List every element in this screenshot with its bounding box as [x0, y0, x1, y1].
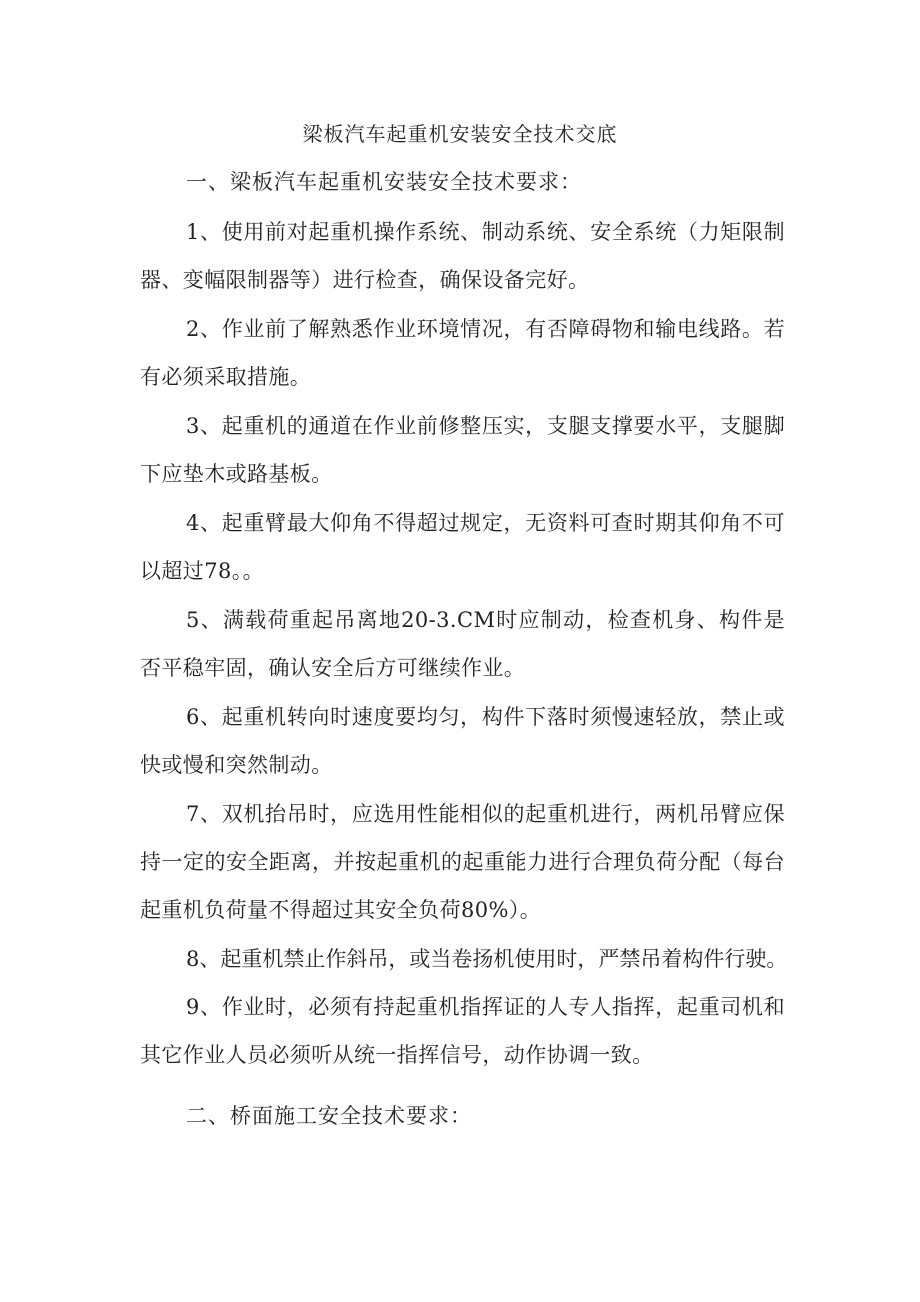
section-heading-2: 二、桥面施工安全技术要求： — [186, 1104, 472, 1128]
document-title: 梁板汽车起重机安装安全技术交底 — [302, 122, 618, 146]
requirement-item-8: 8、起重机禁止作斜吊，或当卷扬机使用时，严禁吊着构件行驶。 — [186, 947, 788, 971]
requirement-item-9: 9、作业时，必须有持起重机指挥证的人专人指挥，起重司机和其它作业人员必须听从统一指挥信号，动作协调一致。 — [140, 995, 785, 1067]
requirement-item-4: 4、起重臂最大仰角不得超过规定，无资料可查时期其仰角不可以超过78。。 — [140, 511, 785, 583]
requirement-item-6: 6、起重机转向时速度要均匀，构件下落时须慢速轻放，禁止或快或慢和突然制动。 — [140, 705, 785, 777]
section-heading-1: 一、梁板汽车起重机安装安全技术要求： — [186, 170, 582, 194]
requirement-item-7: 7、双机抬吊时，应选用性能相似的起重机进行，两机吊臂应保持一定的安全距离，并按起重机的起重能力进行合理负荷分配（每台起重机负荷量不得超过其安全负荷80%）。 — [140, 802, 785, 922]
requirement-item-2: 2、作业前了解熟悉作业环境情况，有否障碍物和输电线路。若有必须采取措施。 — [140, 317, 785, 389]
requirement-item-1: 1、使用前对起重机操作系统、制动系统、安全系统（力矩限制器、变幅限制器等）进行检查，确保设备完好。 — [140, 220, 785, 292]
requirement-item-5: 5、满载荷重起吊离地20-3.CM时应制动，检查机身、构件是否平稳牢固，确认安全后方可继续作业。 — [140, 608, 785, 680]
requirement-item-3: 3、起重机的通道在作业前修整压实，支腿支撑要水平，支腿脚下应垫木或路基板。 — [140, 414, 785, 486]
